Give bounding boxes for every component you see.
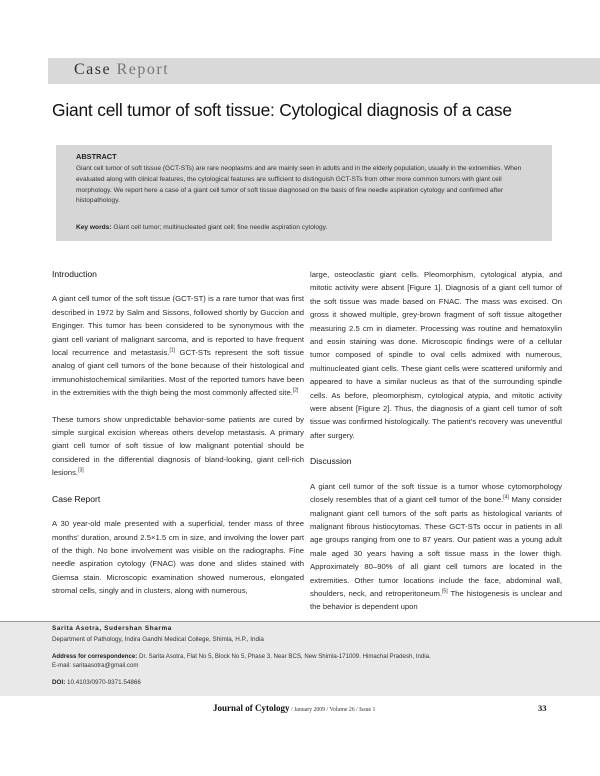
doi [52, 679, 141, 686]
correspondence-text: Dr. Sarita Asotra, Flat No 5, Block No 5, Phase 3, Near BCS, New Shimla-171009. Himachal Pradesh, India. [137, 653, 431, 660]
authors: Sarita Asotra, Sudershan Sharma [52, 625, 172, 632]
discussion-heading: Discussion [310, 456, 352, 467]
journal-citation [213, 703, 375, 713]
case-paragraph-1: A 30 year-old male presented with a superficial, tender mass of three months' duration, around 2.5×1.5 cm in size, and involving the lower part of the thigh. No bone involvement was visible on the radiographs. Fine needle aspiration cytology (FNAC) was done and slides stained with Giemsa stain. Microscopic examination showed numerous, elongated stromal cells, singly and in clusters, along with numerous, [52, 519, 304, 596]
keywords [76, 224, 538, 231]
doi-label: DOI: [52, 679, 66, 686]
article-type-word2: Report [116, 61, 170, 78]
citation-ref: [5] [442, 588, 448, 595]
correspondence-address [52, 653, 572, 660]
page-number: 33 [538, 703, 547, 713]
article-type-banner [48, 58, 600, 84]
page-footer [0, 703, 600, 719]
intro-p1-cont: GCT-STs represent the soft tissue analog of giant cell tumors of the bone because of their histological and immunohistochemical similarities. Most of the reported tumors have been in the extremities with the thigh being the most commonly affected site. [52, 348, 304, 398]
article-type-label [74, 61, 169, 79]
intro-p2-text: These tumors show unpredictable behavior-some patients are cured by simple surgical excision whereas others develop metastasis. A primary giant cell tumor of soft tissue of low malignant potential should be considered in the differential diagnosis of bland-looking, giant cell-rich lesions. [52, 414, 304, 478]
citation-ref: [3] [78, 467, 84, 474]
department: Department of Pathology, Indira Gandhi Medical College, Shimla, H.P., India [52, 636, 264, 643]
keywords-text: Giant cell tumor; multinucleated giant cell; fine needle aspiration cytology. [111, 224, 328, 231]
right-column [310, 268, 562, 627]
discussion-paragraph-1 [310, 480, 562, 614]
doi-text: 10.4103/0970-9371.54866 [65, 679, 141, 686]
left-column [52, 268, 304, 611]
article-type-word1: Case [74, 61, 112, 78]
journal-name: Journal of Cytology [213, 703, 290, 713]
citation-ref: [2] [292, 387, 299, 394]
affiliation-box [0, 622, 600, 696]
case-report-heading: Case Report [52, 493, 101, 504]
article-title: Giant cell tumor of soft tissue: Cytological diagnosis of a case [52, 100, 512, 120]
abstract-box [56, 145, 552, 241]
disc-p1c: The histogenesis is unclear and the behavior is dependent upon [310, 588, 562, 612]
intro-paragraph-1 [52, 292, 304, 399]
intro-p1-text: A giant cell tumor of the soft tissue (GCT-ST) is a rare tumor that was first described in 1972 by Salm and Sissons, followed shortly by Guccion and Enginger. This tumor has been considered to be synonymous with the giant cell variant of malignant sarcoma, and is reported to have frequent local recurrence and metastasis. [52, 294, 304, 358]
keywords-label: Key words: [76, 224, 112, 231]
correspondence-label: Address for correspondence: [52, 653, 138, 660]
abstract-text: Giant cell tumor of soft tissue (GCT-STs) are rare neoplasms and are mainly seen in adults and in the elderly population, usually in the extremities. When evaluated along with clinical features, the cytological features are sufficient to distinguish GCT-STs from other more common tumors with giant cell morphology. We report here a case of a giant cell tumor of soft tissue diagnosed on the basis of fine needle aspiration cytology and confirmed after histopathology. [76, 165, 522, 205]
intro-paragraph-2 [52, 413, 304, 480]
citation-ref: [4] [503, 494, 509, 501]
disc-p1a: A giant cell tumor of the soft tissue is a tumor whose cytomorphology closely resembles that of a giant cell tumor of the bone. [310, 481, 562, 505]
abstract-heading: ABSTRACT [76, 152, 117, 161]
case-paragraph-2: large, osteoclastic giant cells. Pleomorphism, cytological atypia, and mitotic activity were absent [Figure 1]. Diagnosis of a giant cell tumor of the soft tissue was made based on FNAC. The mass was excised. On gross it showed multiple, grey-brown fragment of soft tissue altogether measuring 2.5 cm in diameter. Processing was routine and hematoxylin and eosin staining was done. Microscopic findings were of a cellular tumor composed of spindle to oval cells admixed with numerous, multinucleated giant cells. These giant cells were scattered uniformly and appeared to have a similar nucleus as that of the surrounding spindle cells. As before, pleomorphism, cytological atypia, and mitotic activity were absent [Figure 2]. Thus, the diagnosis of a giant cell tumor of soft tissue was confirmed histologically. The patient's recovery was uneventful after surgery. [310, 270, 562, 440]
introduction-heading: Introduction [52, 269, 97, 279]
journal-issue: / January 2009 / Volume 26 / Issue 1 [289, 707, 376, 713]
disc-p1b: Many consider malignant giant cell tumors of the soft parts as histological variants of malignant fibrous histiocytomas. These GCT-STs occur in patients in all age groups ranging from one to 87 years. Our patient was a young adult male aged 30 years having a soft tissue mass in the lower thigh. Approximately 80–90% of all giant cell tumors are located in the extremities. Other tumor locations include the face, abdominal wall, shoulders, neck, and retroperitoneum. [310, 495, 562, 598]
citation-ref: [1] [169, 347, 176, 354]
email: E-mail: saritaasotra@gmail.com [52, 662, 139, 669]
